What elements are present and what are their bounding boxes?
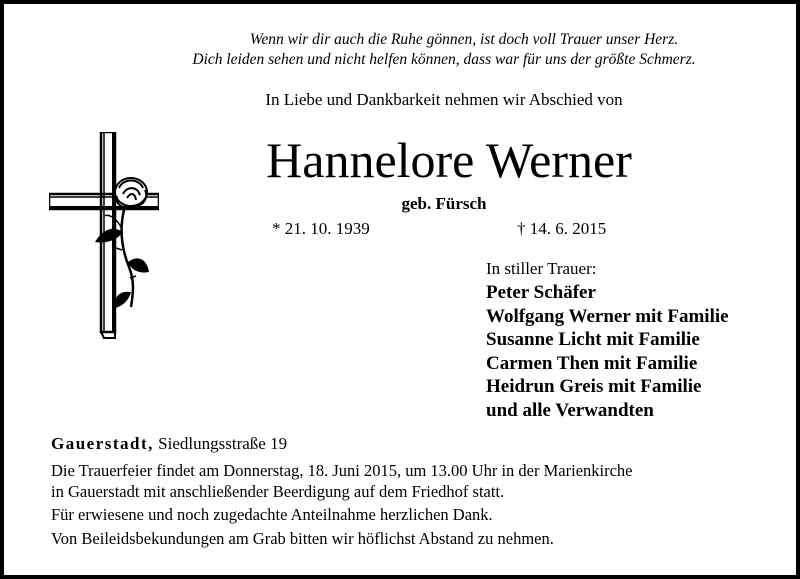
thanks-line: Für erwiesene und noch zugedachte Anteilnahme herzlichen Dank. [51, 505, 493, 524]
mourner-name: Carmen Then mit Familie [486, 352, 698, 374]
intro-text: In Liebe und Dankbarkeit nehmen wir Abschied von [265, 90, 623, 109]
funeral-line-2: in Gauerstadt mit anschließender Beerdigung auf dem Friedhof statt. [51, 481, 505, 501]
funeral-line-1: Die Trauerfeier findet am Donnerstag, 18. Juni 2015, um 13.00 Uhr in der Marienkirche [51, 461, 633, 480]
mourners-label: In stiller Trauer: [486, 259, 597, 278]
funeral-details [51, 461, 633, 549]
poem-line-2: Dich leiden sehen und nicht helfen können, dass war für uns der größte Schmerz. [192, 51, 696, 68]
mourner-name: Susanne Licht mit Familie [486, 329, 700, 351]
request-line: Von Beileidsbekundungen am Grab bitten wir höflichst Abstand zu nehmen. [51, 528, 554, 548]
poem-line-1: Wenn wir dir auch die Ruhe gönnen, ist doch voll Trauer unser Herz. [249, 31, 679, 48]
deceased-name: Hannelore Werner [266, 132, 632, 188]
maiden-name: geb. Fürsch [401, 194, 487, 213]
cross-with-rose-icon [49, 132, 159, 367]
mourner-name: Wolfgang Werner mit Familie [486, 305, 729, 327]
address-city: Gauerstadt, [51, 434, 154, 453]
death-date: † 14. 6. 2015 [517, 219, 607, 238]
birth-date: * 21. 10. 1939 [272, 219, 370, 238]
mourner-name: und alle Verwandten [486, 399, 654, 421]
address-street: Siedlungsstraße 19 [158, 434, 288, 453]
mourners-list [486, 281, 729, 423]
address-line [51, 434, 287, 454]
mourner-name: Heidrun Greis mit Familie [486, 376, 702, 398]
mourner-name: Peter Schäfer [486, 282, 596, 303]
